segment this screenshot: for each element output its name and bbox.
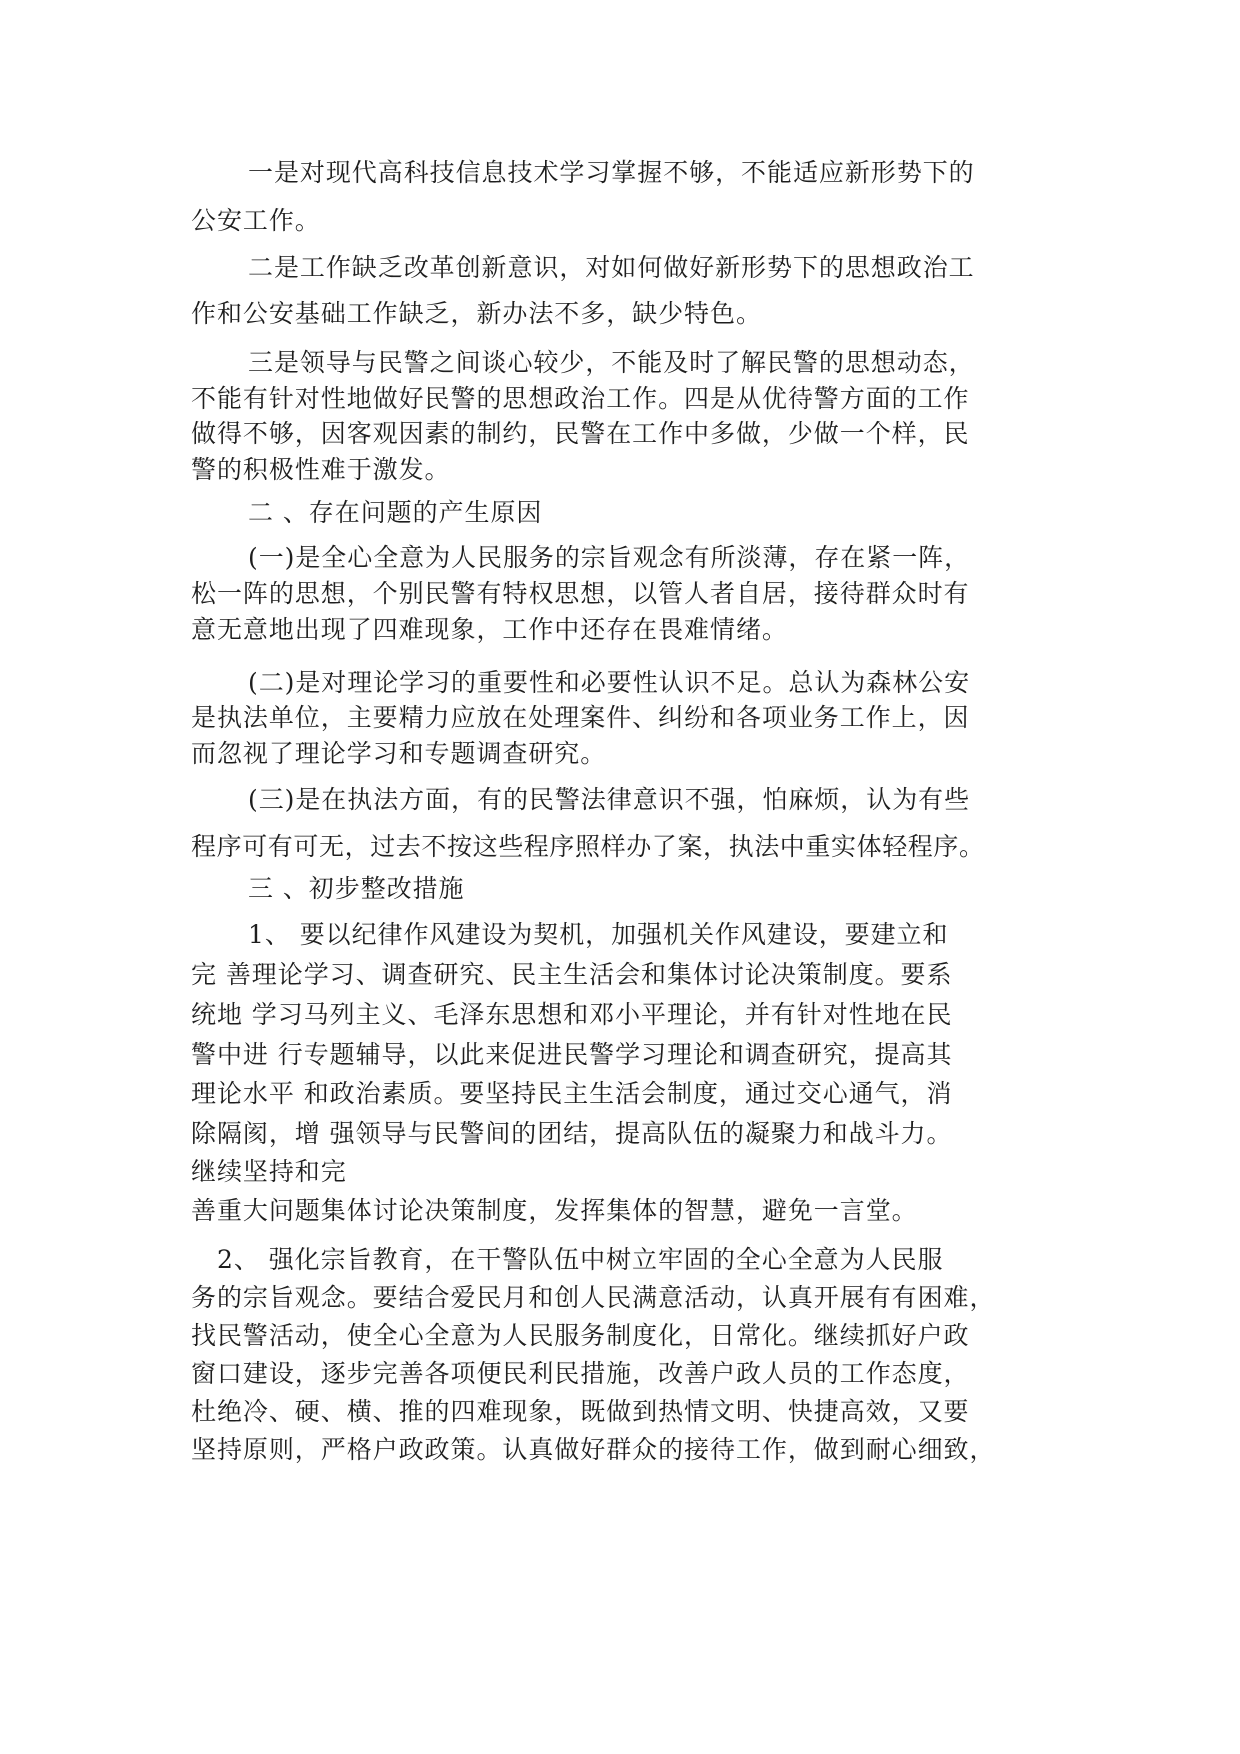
text-line: 找民警活动，使全心全意为人民服务制度化，日常化。继续抓好户政 bbox=[191, 1321, 970, 1350]
text-line: (一)是全心全意为人民服务的宗旨观念有所淡薄，存在紧一阵， bbox=[248, 543, 971, 572]
text-line: 善重大问题集体讨论决策制度，发挥集体的智慧，避免一言堂。 bbox=[191, 1196, 918, 1225]
text-line: 一是对现代高科技信息技术学习掌握不够，不能适应新形势下的 bbox=[248, 158, 975, 187]
text-line: 统地 学习马列主义、毛泽东思想和邓小平理论，并有针对性地在民 bbox=[191, 1000, 953, 1029]
text-line: 程序可有可无，过去不按这些程序照样办了案，执法中重实体轻程序。 bbox=[191, 832, 985, 861]
text-line: 二是工作缺乏改革创新意识，对如何做好新形势下的思想政治工 bbox=[248, 253, 975, 282]
text-line: 做得不够，因客观因素的制约，民警在工作中多做，少做一个样，民 bbox=[191, 419, 970, 448]
text-line: 三是领导与民警之间谈心较少，不能及时了解民警的思想动态， bbox=[248, 348, 975, 377]
text-line: (二)是对理论学习的重要性和必要性认识不足。总认为森林公安 bbox=[248, 668, 971, 697]
text-line: 公安工作。 bbox=[191, 206, 321, 235]
text-line: 务的宗旨观念。要结合爱民月和创人民满意活动，认真开展有有困难， bbox=[191, 1283, 996, 1312]
text-line: 作和公安基础工作缺乏，新办法不多，缺少特色。 bbox=[191, 299, 762, 328]
text-line: 警的积极性难于激发。 bbox=[191, 455, 451, 484]
section-heading-3: 三 、初步整改措施 bbox=[248, 874, 465, 903]
text-line: 继续坚持和完 bbox=[191, 1157, 347, 1186]
text-line: 杜绝冷、硬、横、推的四难现象，既做到热情文明、快捷高效，又要 bbox=[191, 1397, 970, 1426]
text-line: 除隔阂，增 强领导与民警间的团结，提高队伍的凝聚力和战斗力。 bbox=[191, 1119, 953, 1148]
text-line: 1、 要以纪律作风建设为契机，加强机关作风建设，要建立和 bbox=[248, 920, 949, 949]
text-line: 是执法单位，主要精力应放在处理案件、纠纷和各项业务工作上，因 bbox=[191, 703, 970, 732]
section-heading-2: 二 、存在问题的产生原因 bbox=[248, 498, 543, 527]
text-line: 警中进 行专题辅导，以此来促进民警学习理论和调查研究，提高其 bbox=[191, 1040, 953, 1069]
text-line: 意无意地出现了四难现象，工作中还存在畏难情绪。 bbox=[191, 615, 788, 644]
text-line: 松一阵的思想，个别民警有特权思想，以管人者自居，接待群众时有 bbox=[191, 579, 970, 608]
text-line: 2、 强化宗旨教育，在干警队伍中树立牢固的全心全意为人民服 bbox=[217, 1245, 944, 1274]
text-line: 而忽视了理论学习和专题调查研究。 bbox=[191, 739, 607, 768]
text-line: 理论水平 和政治素质。要坚持民主生活会制度，通过交心通气，消 bbox=[191, 1079, 953, 1108]
text-line: 坚持原则，严格户政政策。认真做好群众的接待工作，做到耐心细致， bbox=[191, 1435, 996, 1464]
text-line: 不能有针对性地做好民警的思想政治工作。四是从优待警方面的工作 bbox=[191, 384, 970, 413]
text-line: 窗口建设，逐步完善各项便民利民措施，改善户政人员的工作态度， bbox=[191, 1359, 970, 1388]
text-line: (三)是在执法方面，有的民警法律意识不强，怕麻烦，认为有些 bbox=[248, 785, 971, 814]
text-line: 完 善理论学习、调查研究、民主生活会和集体讨论决策制度。要系 bbox=[191, 960, 953, 989]
